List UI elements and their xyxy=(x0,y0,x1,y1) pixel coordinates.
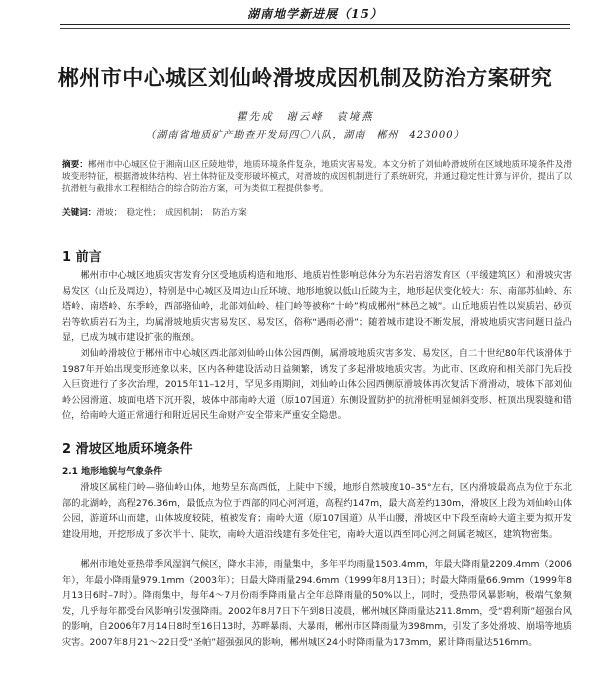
abstract xyxy=(62,159,572,196)
section-heading-intro: 1 前言 xyxy=(62,250,102,265)
terrain-paragraph: 滑坡区属桂门岭—骆仙岭山体，地势呈东高西低，上陡中下缓，地形自然坡度10–35°左右，区内滑坡最高点为位于东北部的北湖岭，高程276.36m，最低点为位于西部的同心河河道，高程约147m，最大高差约130m，滑坡区上段为刘仙岭山体公园，游道环山而建，山体坡度较陡，植被发育；南岭大道（原107国道）从半山腰，滑坡区中下段至南岭大道主要为拟开发建设用地，开挖形成了多次半十、陡坎，南岭大道沿线建有多处住宅，南岭大道以西至同心河之间属老城区，建筑物密集。 xyxy=(62,482,572,540)
keywords-label: 关键词： xyxy=(62,208,97,218)
keywords-text: 滑坡； 稳定性； 成因机制； 防治方案 xyxy=(96,208,247,218)
intro-paragraph-2: 刘仙岭滑坡位于郴州市中心城区西北部刘仙岭山体公园西侧，属滑坡地质灾害多发、易发区，自二十世纪80年代该滑体于1987年开始出现变形迹象以来，区内各种建设活动日益频繁，诱发了多起滑坡地质灾害。为此市、区政府和相关部门先后投入巨资进行了多次治理，2015年11–12月，罕见多雨期间，刘仙岭山体公园西侧原滑坡体再次复活下滑滑动，坡体下部刘仙岭公园滑道、坡面电塔下沉开裂，坡体中部南岭大道（原107国道）东侧设置防护的抗滑桩明显倾斜变形、桩顶出现裂缝和错位，给南岭大道正常通行和附近居民生命财产安全带来严重安全隐患。 xyxy=(62,348,572,422)
header-rule xyxy=(60,28,570,29)
intro-paragraph-1: 郴州市中心城区地质灾害发育分区受地质构造和地形、地质岩性影响总体分为东岩岩溶发育区（平缓建筑区）和滑坡灾害易发区（山丘及周边），特别是中心城区及周边山丘环境、地形地貌以低山丘陵为主，地形起伏变化较大：东、南部苏仙岭、东塔岭、南塔岭、东季岭，西部骆仙岭，北部刘仙岭、桂门岭等被称“十岭”构成郴州“林邑之城”。山丘地质岩性以炭质岩、砂页岩等软质岩石为主，均属滑坡地质灾害易发区、易发区，俗称“遇雨必滑”；随着城市建设不断发展，滑坡地质灾害问题日益凸显，已成为城市建设扩张的瓶颈。 xyxy=(62,270,572,344)
affiliation: （湖南省地质矿产勘查开发局四〇八队，湖南 郴州 423000） xyxy=(145,130,465,141)
paper-title: 郴州市中心城区刘仙岭滑坡成因机制及防治方案研究 xyxy=(57,66,553,90)
abstract-label: 摘要： xyxy=(62,160,88,170)
abstract-text: 郴州市中心城区位于湘南山区丘陵地带，地质环境条件复杂，地质灾害易发。本文分析了刘仙岭滑坡所在区域地质环境条件及滑坡变形特征，根据滑坡体结构、岩土体特征及变形破坏模式，对滑坡的成因机制进行了系统研究，并通过稳定性计算与评价，提出了以抗滑桩与截排水工程相结合的综合防治方案，可为类似工程提供参考。 xyxy=(62,160,572,195)
section-heading-geology: 2 滑坡区地质环境条件 xyxy=(62,442,193,457)
keywords xyxy=(62,207,572,219)
subsection-heading-terrain: 2.1 地形地貌与气象条件 xyxy=(62,467,163,477)
climate-paragraph: 郴州市地处亚热带季风湿润气候区，降水丰沛，雨量集中，多年平均雨量1503.4mm，年最大降雨量2209.4mm（2006年），年最小降雨量979.1mm（2003年）；日最大降雨量294.6mm（1999年8月13日）；时最大降雨量66.9mm（1999年8月13日6时–7时）。降雨集中，每年4～7月份雨季降雨量占全年总降雨量的50%以上，同时，受热带风暴影响，极端气象频发，几乎每年都受台风影响引发强降雨。2002年8月7日下午到8日凌晨，郴州城区降雨量达211.8mm，受“碧利斯”超强台风的影响，自2006年7月14日8时至16日13时，苏畔暴雨、大暴雨，郴州市区降雨量为398mm，引发了多处滑坡、崩塌等地质灾害。2007年8月21～22日受“圣帕”超强强风的影响，郴州城区24小时降雨量为173mm，累计降雨量达516mm。 xyxy=(62,559,572,648)
running-header xyxy=(60,2,570,25)
running-header-title: 湖南地学新进展（15） xyxy=(247,7,383,21)
authors: 瞿先成 谢云峰 袁境燕 xyxy=(236,111,374,123)
